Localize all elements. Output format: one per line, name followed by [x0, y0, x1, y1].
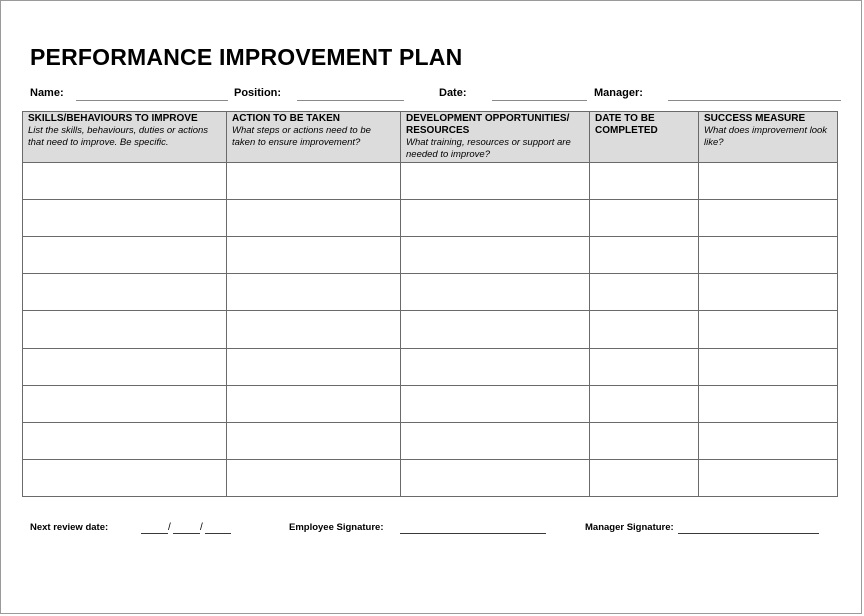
table-cell-development[interactable] — [401, 311, 590, 348]
next-review-label: Next review date: — [30, 522, 109, 533]
table-cell-success[interactable] — [699, 311, 838, 348]
table-cell-development[interactable] — [401, 459, 590, 496]
column-header-action — [227, 112, 401, 163]
date-field[interactable] — [492, 100, 587, 101]
table-cell-skills[interactable] — [23, 200, 227, 237]
employee-signature-label: Employee Signature: — [289, 522, 384, 533]
table-cell-date[interactable] — [590, 237, 699, 274]
table-cell-success[interactable] — [699, 200, 838, 237]
table-cell-action[interactable] — [227, 311, 401, 348]
table-cell-success[interactable] — [699, 385, 838, 422]
table-cell-action[interactable] — [227, 459, 401, 496]
table-cell-skills[interactable] — [23, 459, 227, 496]
employee-signature-field[interactable] — [400, 533, 546, 534]
table-row — [23, 459, 838, 496]
table-cell-skills[interactable] — [23, 163, 227, 200]
table-cell-skills[interactable] — [23, 311, 227, 348]
date-label: Date: — [439, 87, 467, 99]
column-header-development — [401, 112, 590, 163]
name-label: Name: — [30, 87, 64, 99]
table-row — [23, 385, 838, 422]
table-row — [23, 422, 838, 459]
table-cell-skills[interactable] — [23, 348, 227, 385]
column-title: DATE TO BE COMPLETED — [595, 113, 658, 136]
table-cell-success[interactable] — [699, 422, 838, 459]
table-cell-date[interactable] — [590, 459, 699, 496]
table-cell-date[interactable] — [590, 422, 699, 459]
table-cell-action[interactable] — [227, 422, 401, 459]
table-cell-action[interactable] — [227, 163, 401, 200]
column-header-success — [699, 112, 838, 163]
table-cell-skills[interactable] — [23, 385, 227, 422]
column-description: What training, resources or support are needed to improve? — [406, 137, 571, 160]
position-field[interactable] — [297, 100, 404, 101]
table-header-row — [23, 112, 838, 163]
table-body — [23, 163, 838, 497]
table-row — [23, 163, 838, 200]
table-cell-date[interactable] — [590, 274, 699, 311]
table-row — [23, 348, 838, 385]
table-cell-development[interactable] — [401, 348, 590, 385]
manager-signature-field[interactable] — [678, 533, 819, 534]
review-year-field[interactable] — [205, 533, 231, 534]
column-description: What does improvement look like? — [704, 125, 828, 148]
review-day-field[interactable] — [141, 533, 168, 534]
table-cell-development[interactable] — [401, 163, 590, 200]
table-cell-action[interactable] — [227, 200, 401, 237]
manager-field[interactable] — [668, 100, 841, 101]
manager-signature-label: Manager Signature: — [585, 522, 674, 533]
position-label: Position: — [234, 87, 282, 99]
table-cell-success[interactable] — [699, 274, 838, 311]
improvement-plan-table — [22, 111, 838, 497]
name-field[interactable] — [76, 100, 228, 101]
table-row — [23, 237, 838, 274]
column-description: List the skills, behaviours, duties or actions that need to improve. Be specific. — [28, 125, 209, 148]
page-title: PERFORMANCE IMPROVEMENT PLAN — [30, 44, 463, 70]
manager-label: Manager: — [594, 87, 643, 99]
table-cell-date[interactable] — [590, 200, 699, 237]
table-cell-date[interactable] — [590, 311, 699, 348]
table-cell-skills[interactable] — [23, 274, 227, 311]
table-cell-success[interactable] — [699, 348, 838, 385]
column-title: DEVELOPMENT OPPORTUNITIES/ RESOURCES — [406, 113, 570, 136]
column-header-date — [590, 112, 699, 163]
column-title: ACTION TO BE TAKEN — [232, 113, 340, 124]
table-cell-action[interactable] — [227, 274, 401, 311]
table-cell-success[interactable] — [699, 163, 838, 200]
column-title: SKILLS/BEHAVIOURS TO IMPROVE — [28, 113, 198, 124]
table-cell-date[interactable] — [590, 163, 699, 200]
table-cell-date[interactable] — [590, 348, 699, 385]
table-cell-development[interactable] — [401, 274, 590, 311]
table-cell-development[interactable] — [401, 200, 590, 237]
column-header-skills — [23, 112, 227, 163]
date-separator: / — [168, 522, 171, 533]
review-month-field[interactable] — [173, 533, 200, 534]
table-cell-action[interactable] — [227, 348, 401, 385]
column-description: What steps or actions need to be taken to ensure improvement? — [232, 125, 371, 148]
table-cell-action[interactable] — [227, 385, 401, 422]
date-separator: / — [200, 522, 203, 533]
table-row — [23, 200, 838, 237]
table-cell-development[interactable] — [401, 422, 590, 459]
table-cell-date[interactable] — [590, 385, 699, 422]
column-title: SUCCESS MEASURE — [704, 113, 806, 124]
table-cell-success[interactable] — [699, 237, 838, 274]
table-row — [23, 311, 838, 348]
table-cell-action[interactable] — [227, 237, 401, 274]
table-row — [23, 274, 838, 311]
table-cell-skills[interactable] — [23, 422, 227, 459]
table-cell-success[interactable] — [699, 459, 838, 496]
table-cell-skills[interactable] — [23, 237, 227, 274]
table-cell-development[interactable] — [401, 237, 590, 274]
table-cell-development[interactable] — [401, 385, 590, 422]
